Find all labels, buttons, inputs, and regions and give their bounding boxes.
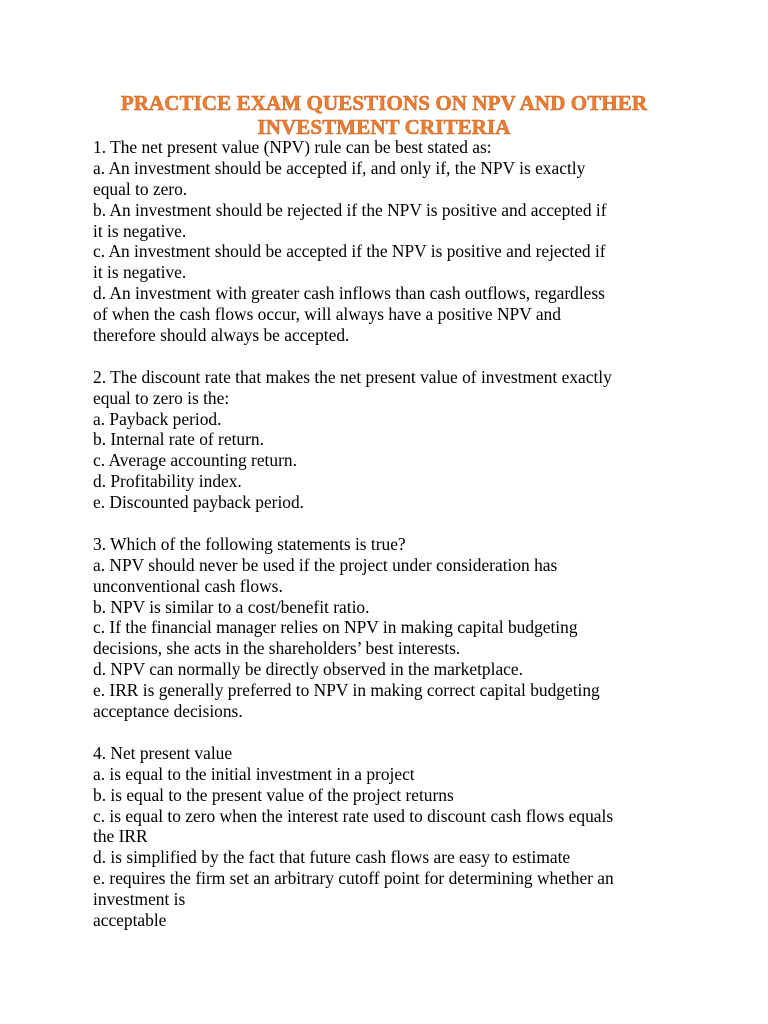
question-1-option-c-cont: it is negative.	[93, 262, 187, 283]
document-title-line-2: INVESTMENT CRITERIA	[257, 115, 511, 139]
question-3-option-e-cont: acceptance decisions.	[93, 701, 243, 722]
paragraph-gap	[93, 722, 713, 743]
question-4-option-e-cont: investment is	[93, 889, 186, 910]
document-body	[93, 137, 713, 931]
question-1-option-b-cont: it is negative.	[93, 220, 187, 241]
question-2-option-e: e. Discounted payback period.	[93, 492, 305, 513]
question-4-option-e-cont: acceptable	[93, 909, 167, 930]
question-1-option-a-cont: equal to zero.	[93, 178, 188, 199]
question-3-option-e: e. IRR is generally preferred to NPV in making correct capital budgeting	[93, 680, 600, 701]
paragraph-gap	[93, 513, 713, 534]
question-3-option-b: b. NPV is similar to a cost/benefit ratio.	[93, 596, 370, 617]
document-title-line-1: PRACTICE EXAM QUESTIONS ON NPV AND OTHER	[120, 91, 648, 115]
question-2-option-d: d. Profitability index.	[93, 471, 242, 492]
question-3-option-c: c. If the financial manager relies on NPV in making capital budgeting	[93, 617, 578, 638]
question-4-option-c-cont: the IRR	[93, 826, 148, 847]
question-1-option-d: d. An investment with greater cash inflows than cash outflows, regardless	[93, 283, 605, 304]
question-4-option-e: e. requires the firm set an arbitrary cutoff point for determining whether an	[93, 868, 614, 889]
question-3-option-a-cont: unconventional cash flows.	[93, 575, 283, 596]
question-3-option-a: a. NPV should never be used if the project under consideration has	[93, 554, 558, 575]
question-2-stem-cont: equal to zero is the:	[93, 387, 230, 408]
question-1-option-d-cont: therefore should always be accepted.	[93, 325, 350, 346]
question-1-stem: 1. The net present value (NPV) rule can be best stated as:	[93, 137, 492, 157]
question-1-option-b: b. An investment should be rejected if the NPV is positive and accepted if	[93, 199, 607, 220]
question-3-option-c-cont: decisions, she acts in the shareholders’ best interests.	[93, 638, 461, 659]
question-4-option-a: a. is equal to the initial investment in a project	[93, 763, 415, 784]
question-4-option-c: c. is equal to zero when the interest rate used to discount cash flows equals	[93, 805, 614, 826]
question-3-option-d: d. NPV can normally be directly observed in the marketplace.	[93, 659, 523, 680]
question-1-option-d-cont: of when the cash flows occur, will always have a positive NPV and	[93, 304, 561, 325]
question-2-option-c: c. Average accounting return.	[93, 450, 297, 471]
question-1-option-a: a. An investment should be accepted if, and only if, the NPV is exactly	[93, 157, 586, 178]
question-4-stem: 4. Net present value	[93, 742, 233, 763]
paragraph-gap	[93, 346, 713, 367]
question-4-option-d: d. is simplified by the fact that future cash flows are easy to estimate	[93, 847, 571, 868]
question-2-option-b: b. Internal rate of return.	[93, 429, 264, 450]
question-1-option-c: c. An investment should be accepted if the NPV is positive and rejected if	[93, 241, 606, 262]
question-3-stem: 3. Which of the following statements is true?	[93, 533, 406, 554]
question-4-option-b: b. is equal to the present value of the project returns	[93, 784, 454, 805]
question-2-stem: 2. The discount rate that makes the net present value of investment exactly	[93, 366, 612, 387]
question-2-option-a: a. Payback period.	[93, 408, 222, 429]
